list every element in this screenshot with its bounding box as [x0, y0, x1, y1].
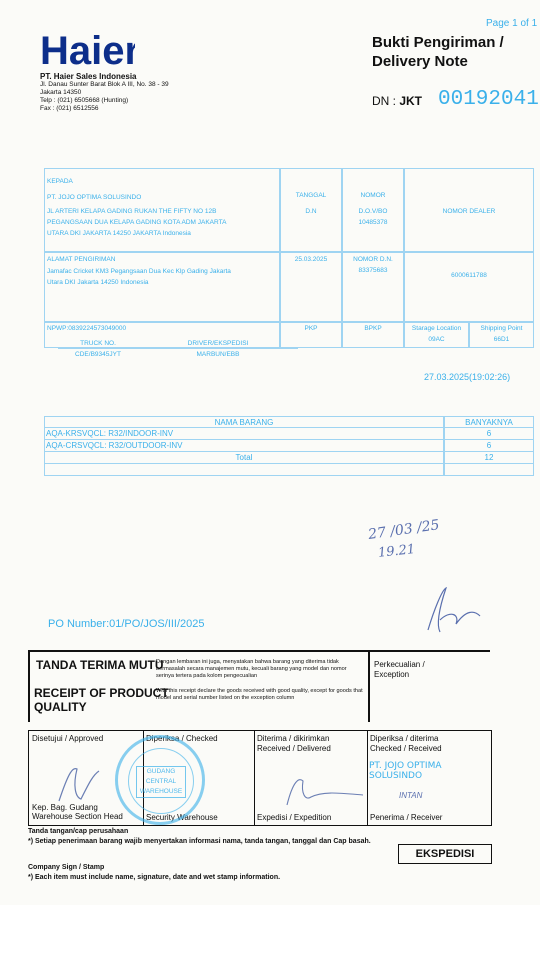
recipient-addr-2: PEGANGSAAN DUA KELAPA GADING KOTA ADM JAKARTA [47, 219, 227, 226]
nomor-dn-label: NOMOR D.N. [353, 256, 393, 263]
nomor-dovbo: D.O.V/BO [358, 208, 388, 215]
checked-received-label-2: Checked / Received [370, 744, 442, 753]
company-address-1: Jl. Danau Sunter Barat Blok A III, No. 38 - 39 [40, 81, 169, 88]
items-row2-line [44, 451, 534, 452]
storage-label: Starage Location [411, 325, 462, 332]
receipt-title-line-1: RECEIPT OF PRODUCT [34, 686, 169, 700]
warehouse-stamp-line-2: CENTRAL [145, 778, 177, 785]
item-2-qty: 6 [486, 441, 492, 450]
warehouse-head-label-1: Kep. Bag. Gudang [32, 803, 98, 812]
receipt-title-line-2: QUALITY [34, 700, 87, 714]
tanggal-label: TANGGAL [295, 192, 327, 199]
exception-box [368, 652, 492, 722]
expedition-label: Expedisi / Expedition [257, 813, 332, 822]
receiver-stamp: PT. JOJO OPTIMA SOLUSINDO [369, 761, 442, 781]
approved-label: Disetujui / Approved [32, 734, 104, 743]
received-label [257, 734, 331, 754]
warehouse-stamp-line-1: GUDANG [146, 768, 176, 775]
print-timestamp: 27.03.2025(19:02:26) [424, 372, 511, 382]
tanggal-value: D.N [305, 208, 317, 215]
security-label: Security Warehouse [146, 813, 218, 822]
nomor-dealer-label: NOMOR DEALER [442, 208, 496, 215]
footnote-1: *) Setiap penerimaan barang wajib menyertakan informasi nama, tanda tangan, tanggal dan Cap basah. [28, 838, 371, 845]
items-table [44, 416, 534, 476]
kepada-label: KEPADA [47, 178, 73, 185]
page-number: Page 1 of 1 [486, 18, 538, 29]
npwp: NPWP:0839224573049000 [47, 325, 127, 332]
truck-driver-table [58, 338, 298, 370]
footnote-1-title: Tanda tangan/cap perusahaan [28, 828, 129, 835]
storage-value: 09AC [428, 336, 445, 343]
recipient-block [44, 168, 534, 348]
warehouse-stamp-line-3: WAREHOUSE [139, 788, 183, 795]
sig-divider-2 [254, 731, 255, 825]
warehouse-head-label-2: Warehouse Section Head [32, 812, 123, 821]
company-phone: Telp : (021) 6505668 (Hunting) [40, 97, 129, 104]
nama-barang-header: NAMA BARANG [214, 418, 274, 427]
items-total-line [44, 463, 534, 464]
footnote-2: *) Each item must include name, signature, date and wet stamp information. [28, 874, 281, 881]
driver-value: MARBUN/EBB [196, 351, 240, 358]
dn-label: DN : JKT [372, 94, 423, 108]
bpkp-label: BPKP [364, 325, 382, 332]
alamat-line-2: Utara DKI Jakarta 14250 Indonesia [47, 279, 149, 286]
receipt-title [34, 686, 169, 714]
exception-label [374, 660, 425, 680]
nomor-dn-value: 83375683 [358, 267, 388, 274]
signature-table [28, 730, 492, 826]
truck-divider [58, 348, 298, 349]
company-address-2: Jakarta 14350 [40, 89, 82, 96]
haier-logo [40, 28, 135, 70]
truck-value: CDE/B9345JYT [75, 351, 121, 358]
dealer-number: 6000611788 [451, 272, 487, 279]
banyaknya-header: BANYAKNYA [465, 418, 513, 427]
nomor-label: NOMOR [360, 192, 386, 199]
shipping-label: Shipping Point [480, 325, 523, 332]
total-label: Total [235, 453, 253, 462]
driver-label: DRIVER/EKSPEDISI [187, 340, 249, 347]
company-name: PT. Haier Sales Indonesia [40, 72, 137, 81]
expedition-signature [279, 771, 369, 811]
warehouse-stamp [115, 735, 205, 825]
handwritten-date: 27 /03 /25 [367, 517, 441, 543]
receipt-text-en: With this receipt declare the goods received with good quality, except for goods that model and serial number listed on the exception column [156, 688, 363, 701]
exception-label-id: Perkecualian / [374, 660, 425, 669]
alamat-label: ALAMAT PENGIRIMAN [47, 256, 116, 263]
pkp-label: PKP [304, 325, 318, 332]
warehouse-stamp-text [136, 766, 186, 798]
item-2-name: AQA-CRSVQCL: R32/OUTDOOR-INV [46, 441, 183, 450]
nomor-value: 10485378 [358, 219, 388, 226]
doc-title-en: Delivery Note [372, 53, 468, 70]
shipping-value: 66D1 [493, 336, 510, 343]
item-1-qty: 6 [486, 429, 492, 438]
checked-received-label-1: Diperiksa / diterima [370, 734, 439, 743]
exception-label-en: Exception [374, 670, 410, 679]
svg-text:Haier: Haier [40, 29, 135, 70]
total-value: 12 [484, 453, 494, 462]
item-1-name: AQA-KRSVQCL: R32/INDOOR-INV [46, 429, 174, 438]
ekspedisi-box: EKSPEDISI [398, 844, 492, 864]
company-fax: Fax : (021) 6512556 [40, 105, 99, 112]
handwritten-time: 19.21 [377, 542, 416, 561]
receiver-label: Penerima / Receiver [370, 813, 443, 822]
approval-signature [49, 761, 119, 806]
truck-label: TRUCK NO. [80, 340, 116, 347]
received-label-2: Received / Delivered [257, 744, 331, 753]
dealer-no-cell [404, 252, 534, 322]
recipient-addr-3: UTARA DKI JAKARTA 14250 JAKARTA Indonesia [47, 230, 191, 237]
receiver-signature [420, 580, 490, 640]
alamat-line-1: Jamafac Cricket KM3 Pegangsaan Dua Kec Klp Gading Jakarta [47, 268, 231, 275]
recipient-name: PT. JOJO OPTIMA SOLUSINDO [47, 194, 142, 201]
items-header-line [44, 427, 534, 428]
tanda-terima-title: TANDA TERIMA MUTU [36, 658, 164, 672]
receiver-stamp-name: INTAN [399, 791, 423, 800]
po-number: PO Number:01/PO/JOS/III/2025 [48, 618, 205, 630]
checked-received-label [370, 734, 442, 754]
checked-label: Diperiksa / Checked [146, 734, 218, 743]
dn-number: 00192041 [438, 88, 539, 111]
items-row1-line [44, 439, 534, 440]
send-date: 25.03.2025 [294, 256, 328, 263]
receipt-block [28, 650, 490, 722]
received-label-1: Diterima / dikirimkan [257, 734, 330, 743]
receipt-text-id: Dengan lembaran ini juga, menyatakan bahwa barang yang diterima tidak bermasalah secara manajemen mutu, kecuali barang yang model dan nomor serinya tertera pada kolom pengecualian [156, 659, 347, 679]
recipient-addr-1: JL ARTERI KELAPA GADING RUKAN THE FIFTY NO 12B [47, 208, 217, 215]
doc-title-id: Bukti Pengiriman / [372, 34, 504, 51]
footnote-2-title: Company Sign / Stamp [28, 864, 105, 871]
